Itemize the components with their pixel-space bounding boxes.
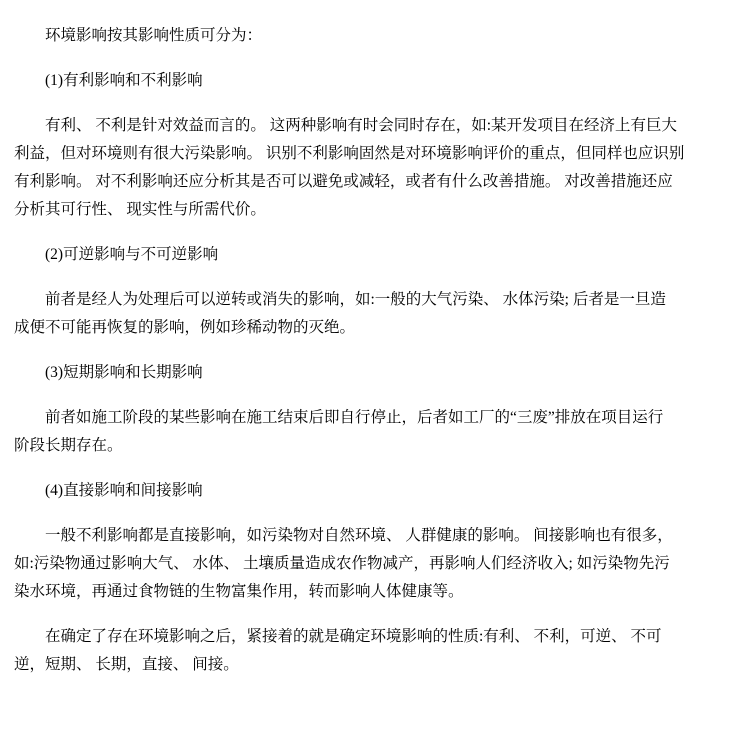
paragraph [14, 359, 718, 387]
text-line: 前者如施工阶段的某些影响在施工结束后即自行停止，后者如工厂的“三废”排放在项目运行 [45, 409, 664, 426]
text-line: 利益，但对环境则有很大污染影响。 识别不利影响固然是对环境影响评价的重点，但同样也应识别 [14, 145, 685, 162]
text-line: 前者是经人为处理后可以逆转或消失的影响，如:一般的大气污染、 水体污染; 后者是一旦造 [45, 291, 666, 308]
text-line: 分析其可行性、 现实性与所需代价。 [14, 201, 266, 218]
text-line: 环境影响按其影响性质可分为： [45, 27, 263, 44]
text-line: (1)有利影响和不利影响 [45, 72, 203, 89]
paragraph [14, 404, 718, 460]
paragraph [14, 623, 718, 679]
paragraph [14, 241, 718, 269]
text-line: (3)短期影响和长期影响 [45, 364, 203, 381]
paragraph [14, 67, 718, 95]
text-line: 有利、 不利是针对效益而言的。 这两种影响有时会同时存在，如:某开发项目在经济上有巨大 [45, 117, 678, 134]
paragraph [14, 22, 718, 50]
paragraph [14, 477, 718, 505]
text-line: 有利影响。 对不利影响还应分析其是否可以避免或减轻，或者有什么改善措施。 对改善措施还应 [14, 173, 673, 190]
text-line: 逆，短期、 长期，直接、 间接。 [14, 656, 239, 673]
text-line: 在确定了存在环境影响之后，紧接着的就是确定环境影响的性质:有利、 不利，可逆、 不可 [45, 628, 662, 645]
text-line: 染水环境，再通过食物链的生物富集作用，转而影响人体健康等。 [14, 583, 464, 600]
text-line: (4)直接影响和间接影响 [45, 482, 203, 499]
text-line: (2)可逆影响与不可逆影响 [45, 246, 219, 263]
text-line: 成便不可能再恢复的影响，例如珍稀动物的灭绝。 [14, 319, 356, 336]
paragraph [14, 286, 718, 342]
text-line: 如:污染物通过影响大气、 水体、 土壤质量造成农作物减产，再影响人们经济收入; 如污染物先污 [14, 555, 670, 572]
paragraph [14, 522, 718, 606]
text-line: 一般不利影响都是直接影响，如污染物对自然环境、 人群健康的影响。 间接影响也有很多， [45, 527, 673, 544]
paragraph [14, 112, 718, 224]
text-line: 阶段长期存在。 [14, 437, 123, 454]
